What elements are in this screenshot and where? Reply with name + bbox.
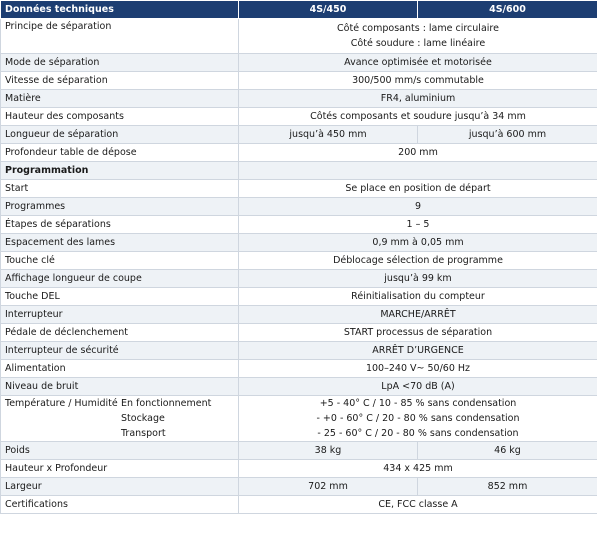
row-label: Mode de séparation [1,54,239,72]
row-value: 100–240 V~ 50/60 Hz [239,360,597,378]
row-label: Profondeur table de dépose [1,144,239,162]
row-label: Affichage longueur de coupe [1,270,239,288]
row-label: Touche clé [1,252,239,270]
table-row [1,270,597,288]
table-row [1,324,597,342]
row-value: 0,9 mm à 0,05 mm [239,234,597,252]
table-row [1,54,597,72]
row-value: 434 x 425 mm [239,460,597,478]
row-value: 1 – 5 [239,216,597,234]
row-value: 9 [239,198,597,216]
row-value-600: 46 kg [418,442,597,460]
row-label: Start [1,180,239,198]
row-label: Étapes de séparations [1,216,239,234]
header-model-600: 4S/600 [418,1,597,19]
row-value: Se place en position de départ [239,180,597,198]
row-value: Réinitialisation du compteur [239,288,597,306]
row-value: CE, FCC classe A [239,496,597,514]
row-label: Certifications [1,496,239,514]
table-row [1,19,597,54]
table-row [1,108,597,126]
table-row [1,288,597,306]
sub-label: Transport [121,428,166,439]
row-label: Niveau de bruit [1,378,239,396]
row-label: Température / Humidité [5,398,118,409]
row-label: Hauteur x Profondeur [1,460,239,478]
value-line: Côté composants : lame circulaire [337,23,499,34]
row-value: 300/500 mm/s commutable [239,72,597,90]
table-row [1,252,597,270]
row-value: 200 mm [239,144,597,162]
table-row [1,460,597,478]
table-row [1,90,597,108]
value-line: +5 - 40° C / 10 - 85 % sans condensation [319,398,517,409]
table-row [1,342,597,360]
table-row [1,126,597,144]
table-row [1,360,597,378]
sub-label: En fonctionnement [121,398,212,409]
row-label: Interrupteur [1,306,239,324]
table-row [1,216,597,234]
row-label: Programmes [1,198,239,216]
table-row [1,442,597,460]
row-value: Côtés composants et soudure jusqu’à 34 mm [239,108,597,126]
table-row [1,198,597,216]
table-row [1,144,597,162]
row-value-450: 38 kg [239,442,418,460]
table-row [1,306,597,324]
row-label: Poids [1,442,239,460]
row-value: ARRÊT D’URGENCE [239,342,597,360]
section-empty [239,162,597,180]
header-model-450: 4S/450 [239,1,418,19]
sub-label: Stockage [121,413,165,424]
row-value [239,396,597,442]
row-label: Interrupteur de sécurité [1,342,239,360]
table-header-row [1,1,597,19]
row-label: Alimentation [1,360,239,378]
row-label: Principe de séparation [1,19,239,54]
row-label: Vitesse de séparation [1,72,239,90]
table-row [1,234,597,252]
row-label: Longueur de séparation [1,126,239,144]
row-label: Hauteur des composants [1,108,239,126]
row-label-group [1,396,239,442]
row-value-600: 852 mm [418,478,597,496]
row-value: MARCHE/ARRÊT [239,306,597,324]
table-row [1,496,597,514]
row-value: LpA <70 dB (A) [239,378,597,396]
table-row [1,478,597,496]
table-row [1,180,597,198]
row-value: jusqu’à 99 km [239,270,597,288]
value-line: - +0 - 60° C / 20 - 80 % sans condensation [316,413,520,424]
row-value: Avance optimisée et motorisée [239,54,597,72]
value-line: - 25 - 60° C / 20 - 80 % sans condensation [317,428,519,439]
table-row [1,396,597,442]
row-label: Matière [1,90,239,108]
table-row [1,72,597,90]
row-label: Espacement des lames [1,234,239,252]
header-specs: Données techniques [1,1,239,19]
value-line: Côté soudure : lame linéaire [350,38,486,49]
row-value-600: jusqu’à 600 mm [418,126,597,144]
row-value: FR4, aluminium [239,90,597,108]
row-label: Touche DEL [1,288,239,306]
section-row [1,162,597,180]
row-label: Pédale de déclenchement [1,324,239,342]
section-heading: Programmation [1,162,239,180]
row-value: START processus de séparation [239,324,597,342]
row-value-450: jusqu’à 450 mm [239,126,418,144]
row-label: Largeur [1,478,239,496]
table-row [1,378,597,396]
row-value-450: 702 mm [239,478,418,496]
row-value [239,19,597,54]
row-value: Déblocage sélection de programme [239,252,597,270]
